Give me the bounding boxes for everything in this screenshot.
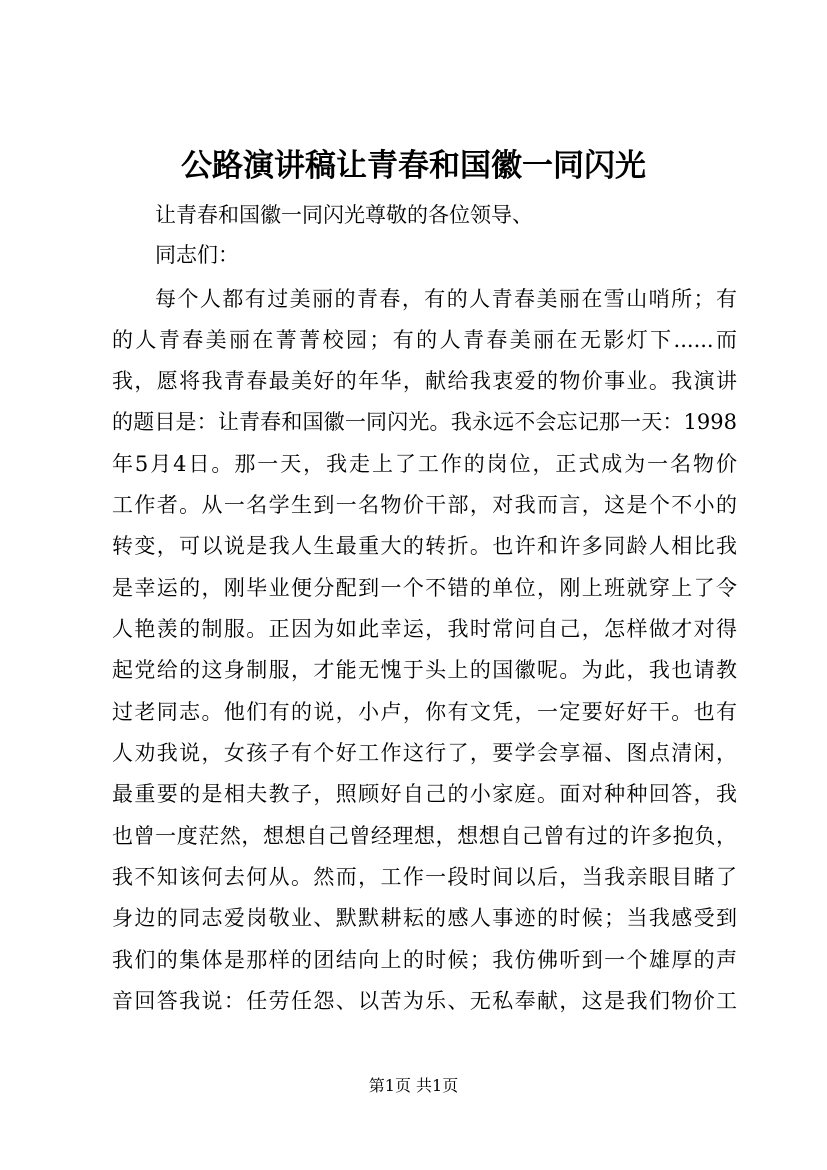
- body-text-line: 最重要的是相夫教子，照顾好自己的小家庭。面对种种回答，我: [112, 782, 737, 806]
- body-text-line: 是幸运的，刚毕业便分配到一个不错的单位，刚上班就穿上了令: [112, 576, 737, 600]
- greeting-line: 让青春和国徽一同闪光尊敬的各位领导、: [155, 203, 533, 227]
- body-text-line: 年5月4日。那一天，我走上了工作的岗位，正式成为一名物价: [112, 452, 737, 476]
- greeting-line: 同志们：: [155, 243, 239, 267]
- body-text-line: 的人青春美丽在菁菁校园；有的人青春美丽在无影灯下......而: [112, 328, 737, 352]
- body-text-line: 身边的同志爱岗敬业、默默耕耘的感人事迹的时候；当我感受到: [112, 906, 737, 930]
- body-text-line: 也曾一度茫然，想想自己曾经理想，想想自己曾有过的许多抱负，: [112, 824, 737, 848]
- body-text-line: 我不知该何去何从。然而，工作一段时间以后，当我亲眼目睹了: [112, 865, 737, 889]
- body-text-line: 起党给的这身制服，才能无愧于头上的国徽呢。为此，我也请教: [112, 658, 737, 682]
- body-text-line: 过老同志。他们有的说，小卢，你有文凭，一定要好好干。也有: [112, 700, 737, 724]
- body-text-line: 音回答我说：任劳任怨、以苦为乐、无私奉献，这是我们物价工: [112, 989, 737, 1013]
- body-text-line: 人劝我说，女孩子有个好工作这行了，要学会享福、图点清闲，: [112, 741, 737, 765]
- body-text-line: 我们的集体是那样的团结向上的时候；我仿佛听到一个雄厚的声: [112, 948, 737, 972]
- body-text-line: 工作者。从一名学生到一名物价干部，对我而言，这是个不小的: [112, 493, 737, 517]
- body-text-line: 每个人都有过美丽的青春，有的人青春美丽在雪山哨所；有: [155, 287, 737, 311]
- page-footer: 第1页 共1页: [368, 1076, 459, 1095]
- body-text-line: 转变，可以说是我人生最重大的转折。也许和许多同龄人相比我: [112, 534, 737, 558]
- body-text-line: 的题目是：让青春和国徽一同闪光。我永远不会忘记那一天：1998: [112, 410, 737, 434]
- body-text-line: 人艳羡的制服。正因为如此幸运，我时常问自己，怎样做才对得: [112, 617, 737, 641]
- body-text-line: 我，愿将我青春最美好的年华，献给我衷爱的物价事业。我演讲: [112, 369, 737, 393]
- document-title: 公路演讲稿让青春和国徽一同闪光: [181, 148, 646, 184]
